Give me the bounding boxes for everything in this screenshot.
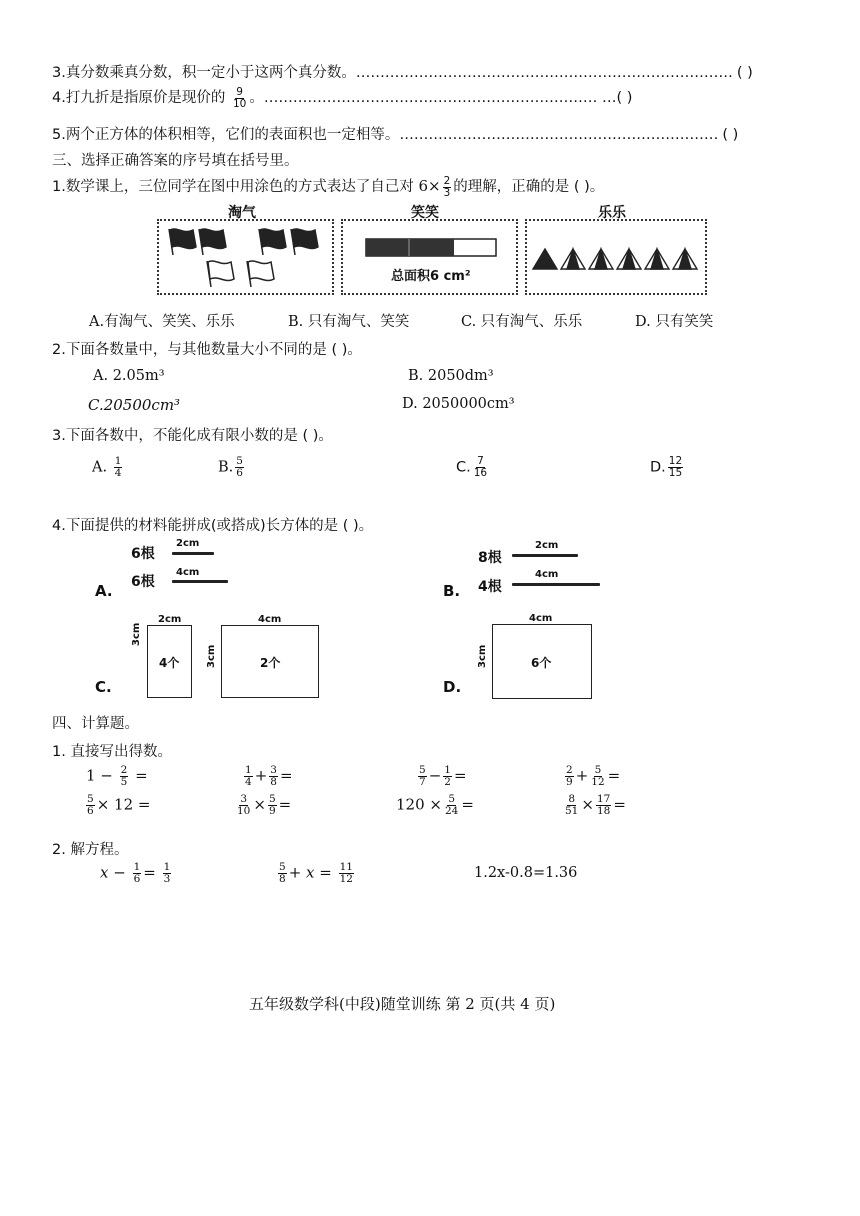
c-rect2	[221, 625, 319, 698]
c-h1: 3cm	[131, 622, 142, 646]
s3-q2-c: C.20500cm³	[88, 396, 181, 414]
s3-q3-text: 3.下面各数中，不能化成有限小数的是 ( )。	[52, 428, 333, 444]
s3-q1-text: 1.数学课上，三位同学在图中用涂色的方式表达了自己对 6× $\frac{2}{3}$ 的理解，正确的是 ( )。	[52, 174, 605, 199]
section4-title: 四、计算题。	[52, 716, 139, 732]
b-row1-len: 2cm	[535, 540, 559, 551]
q4-option-d-label: D.	[443, 678, 462, 696]
s4-q1-text: 1. 直接写出得数。	[52, 744, 172, 760]
box-title-taoqi: 淘气	[228, 205, 256, 221]
b-row2-len: 4cm	[535, 569, 559, 580]
equation-1: x − $\frac{1}{6}$ = $\frac{1}{3}$	[100, 861, 171, 885]
b-row2-count: 4根	[478, 579, 502, 595]
s3-q3-a: A. $\frac{1}{4}$	[92, 455, 122, 479]
s3-q4-text: 4.下面提供的材料能拼成(或搭成)长方体的是 ( )。	[52, 518, 374, 534]
bar-icon	[343, 221, 516, 261]
c-w1: 2cm	[158, 614, 182, 625]
calc-1: 1 − $\frac{2}{5}$ =	[86, 764, 148, 788]
s3-q1-opt-c: C. 只有淘气、乐乐	[461, 314, 583, 330]
s3-q2-b: B. 2050dm³	[408, 368, 494, 384]
q4-option-c-label: C.	[95, 678, 112, 696]
q4-option-b-label: B.	[443, 582, 461, 600]
c-h2: 3cm	[206, 644, 217, 668]
area-label: 总面积6 cm²	[391, 269, 471, 284]
a-row1-len: 2cm	[176, 538, 200, 549]
judge-q4: 4.打九折是指原价是现价的 $\frac{9}{10}$ 。…………………………………………………………… …( )	[52, 85, 633, 110]
s3-q3-c: C. $\frac{7}{16}$	[456, 455, 488, 479]
d-h: 3cm	[477, 644, 488, 668]
s3-q1-opt-a: A.有淘气、笑笑、乐乐	[89, 314, 235, 330]
s3-q1-opt-b: B. 只有淘气、笑笑	[288, 314, 410, 330]
xiaoxiao-box	[341, 219, 518, 295]
taoqi-box	[157, 219, 334, 295]
a-row2-len: 4cm	[176, 567, 200, 578]
calc-3: $\frac{5}{7}$ − $\frac{1}{2}$ =	[419, 764, 467, 788]
flags-icon	[159, 221, 332, 293]
calc-6: $\frac{3}{10}$ × $\frac{5}{9}$ =	[237, 793, 292, 817]
judge-q3: 3.真分数乘真分数，积一定小于这两个真分数。…………………………………………………………………… ( )	[52, 65, 753, 81]
b-row1-stick	[512, 554, 578, 557]
s3-q2-d: D. 2050000cm³	[402, 396, 515, 412]
s3-q3-d: D. $\frac{12}{15}$	[650, 455, 683, 479]
calc-8: $\frac{8}{51}$ × $\frac{17}{18}$ =	[565, 793, 626, 817]
c-count1: 4个	[159, 656, 180, 670]
b-row1-count: 8根	[478, 550, 502, 566]
judge-q5: 5.两个正方体的体积相等，它们的表面积也一定相等。………………………………………………………… ( )	[52, 127, 739, 143]
q4-option-a-label: A.	[95, 582, 113, 600]
c-rect1	[147, 625, 192, 698]
box-title-xiaoxiao: 笑笑	[411, 205, 439, 221]
lele-box	[525, 219, 707, 295]
page-footer: 五年级数学科(中段)随堂训练 第 2 页(共 4 页)	[249, 995, 556, 1013]
calc-4: $\frac{2}{9}$ + $\frac{5}{12}$ =	[566, 764, 621, 788]
section3-title: 三、选择正确答案的序号填在括号里。	[52, 153, 299, 169]
box-title-lele: 乐乐	[598, 205, 626, 221]
d-count: 6个	[531, 656, 552, 670]
calc-7: 120 × $\frac{5}{24}$ =	[396, 793, 474, 817]
equation-2: $\frac{5}{8}$ + x = $\frac{11}{12}$	[279, 861, 353, 885]
s4-q2-text: 2. 解方程。	[52, 842, 129, 858]
triangles-icon	[527, 221, 705, 293]
calc-2: $\frac{1}{4}$ + $\frac{3}{8}$ =	[245, 764, 293, 788]
s3-q2-a: A. 2.05m³	[93, 368, 165, 384]
a-row1-count: 6根	[131, 546, 155, 562]
calc-5: $\frac{5}{6}$ × 12 =	[87, 793, 151, 817]
a-row2-stick	[172, 580, 228, 583]
a-row1-stick	[172, 552, 214, 555]
s3-q3-b: B. $\frac{5}{6}$	[218, 455, 243, 479]
b-row2-stick	[512, 583, 600, 586]
d-w: 4cm	[529, 613, 553, 624]
a-row2-count: 6根	[131, 574, 155, 590]
equation-3: 1.2x-0.8=1.36	[474, 865, 578, 881]
c-count2: 2个	[260, 656, 281, 670]
c-w2: 4cm	[258, 614, 282, 625]
d-rect	[492, 624, 592, 699]
s3-q2-text: 2.下面各数量中，与其他数量大小不同的是 ( )。	[52, 342, 362, 358]
s3-q1-opt-d: D. 只有笑笑	[635, 314, 714, 330]
